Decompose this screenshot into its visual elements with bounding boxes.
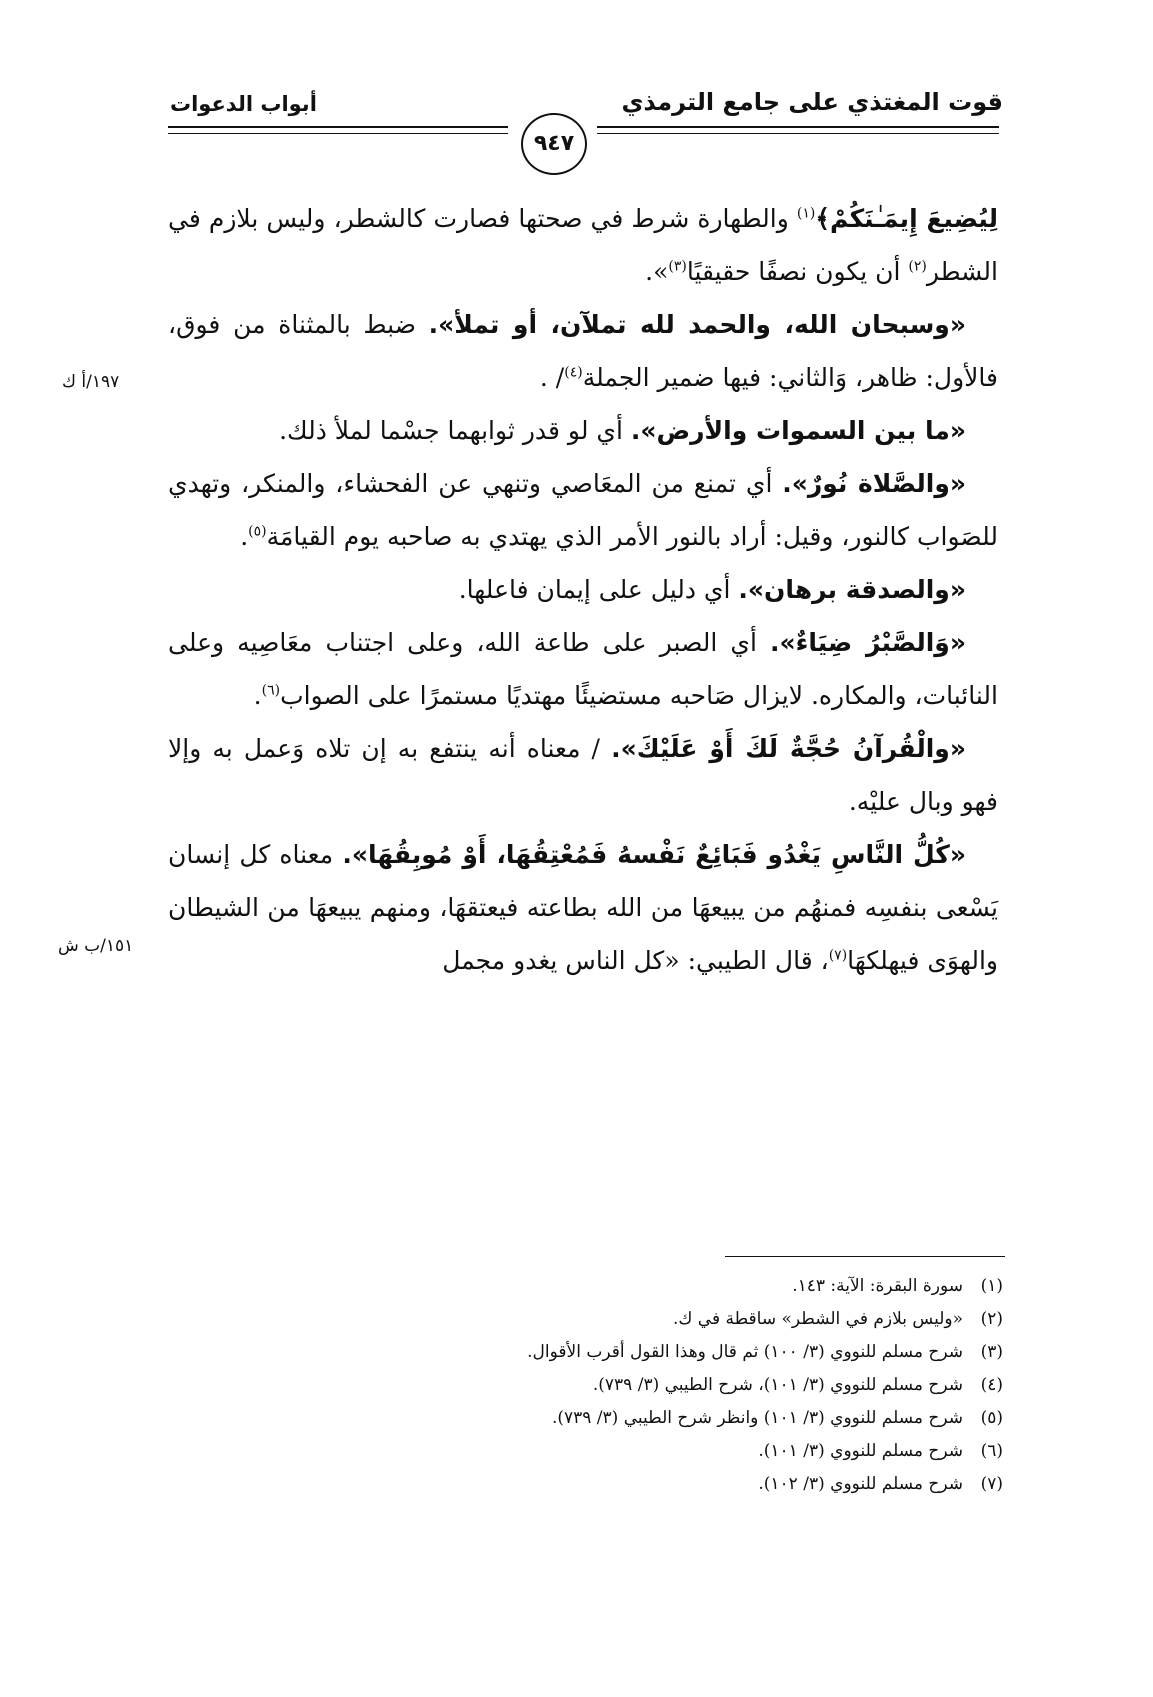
- hadith-phrase: «والصَّلاة نُورٌ».: [782, 469, 967, 498]
- footnote: [203, 1369, 1003, 1402]
- hadith-phrase: «وَالصَّبْرُ ضِيَاءٌ».: [769, 628, 966, 657]
- paragraph-text: أي الصبر على طاعة الله، وعلى اجتناب معَاصِيه وعلى النائبات، والمكاره. لايزال صَاحبه مستضيئًا مهتديًا مستمرًا على الصواب: [168, 628, 998, 710]
- header-rule-right-thin: [597, 133, 999, 134]
- footnote-text: سورة البقرة: الآية: ١٤٣.: [792, 1276, 963, 1296]
- footnote-text: شرح مسلم للنووي (٣/ ١٠١).: [758, 1441, 963, 1461]
- footnote-number: (٥): [980, 1408, 1003, 1428]
- paragraph-text: .: [240, 522, 249, 551]
- paragraph-3: [168, 404, 998, 457]
- manuscript-ref-sh: ١٥١/ب ش: [58, 936, 134, 956]
- paragraph-text: أي لو قدر ثوابهما جسْما لملأ ذلك.: [279, 416, 631, 445]
- footnote-text: شرح مسلم للنووي (٣/ ١٠٢).: [758, 1474, 963, 1494]
- hadith-phrase: «ما بين السموات والأرض».: [630, 416, 966, 445]
- footnote-number: (١): [980, 1276, 1003, 1296]
- header-rule-left: [168, 126, 508, 128]
- footnote: [203, 1402, 1003, 1435]
- footnote-ref: (٧): [828, 947, 848, 964]
- paragraph-text: / معناه أنه ينتفع به إن تلاه وَعمل به وإلا فهو وبال عليْه.: [168, 734, 998, 816]
- quran-fragment: لِيُضِيعَ إِيمَـٰنَكُمْ﴾: [815, 204, 998, 233]
- footnote-ref: (١): [796, 205, 816, 222]
- paragraph-text: أن يكون نصفًا حقيقيًا: [686, 257, 909, 286]
- running-section: أبواب الدعوات: [170, 92, 317, 116]
- footnote-number: (٢): [980, 1309, 1003, 1329]
- paragraph-text: ، قال الطيبي: «كل الناس يغدو مجمل: [442, 946, 829, 975]
- footnote-text: شرح مسلم للنووي (٣/ ١٠٠) ثم قال وهذا القول أقرب الأقوال.: [527, 1342, 963, 1362]
- footnote-number: (٦): [980, 1441, 1003, 1461]
- paragraph-text: ضبط بالمثناة من فوق، فالأول: ظاهر، وَالثاني: فيها ضمير الجملة: [168, 310, 998, 392]
- footnote-text: «وليس بلازم في الشطر» ساقطة في ك.: [672, 1309, 963, 1329]
- footnote: [203, 1468, 1003, 1501]
- hadith-phrase: «والْقُرآنُ حُجَّةٌ لَكَ أَوْ عَلَيْكَ».: [611, 734, 966, 763]
- paragraph-text: .: [253, 681, 262, 710]
- footnotes: [203, 1270, 1003, 1501]
- footnote: [203, 1336, 1003, 1369]
- page-number: ٩٤٧: [521, 113, 587, 175]
- footnote: [203, 1435, 1003, 1468]
- footnote: [203, 1270, 1003, 1303]
- paragraph-6: [168, 616, 998, 722]
- paragraph-4: [168, 457, 998, 563]
- paragraph-text: / .: [539, 363, 565, 392]
- footnote-text: شرح مسلم للنووي (٣/ ١٠١)، شرح الطيبي (٣/ ٧٣٩).: [592, 1375, 963, 1395]
- footnote-ref: (٤): [564, 364, 583, 381]
- footnote-separator: [725, 1256, 1005, 1257]
- footnote-ref: (٢): [908, 258, 927, 275]
- footnote-ref: (٣): [668, 258, 687, 275]
- manuscript-ref-k: ١٩٧/أ ك: [62, 372, 120, 392]
- footnote-number: (٧): [980, 1474, 1003, 1494]
- footnote-number: (٣): [980, 1342, 1003, 1362]
- paragraph-text: معناه كل إنسان يَسْعى بنفسِه فمنهُم من يبيعهَا من الله بطاعته فيعتقهَا، ومنهم يبيعهَا من الشيطان والهوَى فيهلكهَا: [168, 840, 998, 975]
- paragraph-8: [168, 828, 998, 987]
- header-rule-right: [597, 126, 999, 128]
- header-rule-left-thin: [168, 133, 508, 134]
- footnote: [203, 1303, 1003, 1336]
- paragraph-1: [168, 192, 998, 298]
- paragraph-text: أي تمنع من المعَاصي وتنهي عن الفحشاء، والمنكر، وتهدي للصَواب كالنور، وقيل: أراد بالنور الأمر الذي يهتدي به صاحبه يوم القيامَة: [168, 469, 998, 551]
- paragraph-5: [168, 563, 998, 616]
- footnote-text: شرح مسلم للنووي (٣/ ١٠١) وانظر شرح الطيبي (٣/ ٧٣٩).: [551, 1408, 963, 1428]
- paragraph-text: أي دليل على إيمان فاعلها.: [458, 575, 739, 604]
- footnote-number: (٤): [980, 1375, 1003, 1395]
- footnote-ref: (٥): [248, 523, 267, 540]
- paragraph-7: [168, 722, 998, 828]
- paragraph-text: والطهارة شرط في صحتها فصارت كالشطر، وليس بلازم في الشطر: [168, 204, 998, 286]
- running-title: قوت المغتذي على جامع الترمذي: [621, 88, 1003, 116]
- paragraph-2: [168, 298, 998, 404]
- hadith-phrase: «وسبحان الله، والحمد لله تملآن، أو تملأ».: [428, 310, 966, 339]
- hadith-phrase: «كُلُّ النَّاسِ يَغْدُو فَبَائِعٌ نَفْسهُ فَمُعْتِقُهَا، أَوْ مُوبِقُهَا».: [342, 840, 966, 869]
- hadith-phrase: «والصدقة برهان».: [738, 575, 966, 604]
- paragraph-text: ».: [645, 257, 669, 286]
- footnote-ref: (٦): [261, 682, 281, 699]
- main-text: [168, 192, 998, 987]
